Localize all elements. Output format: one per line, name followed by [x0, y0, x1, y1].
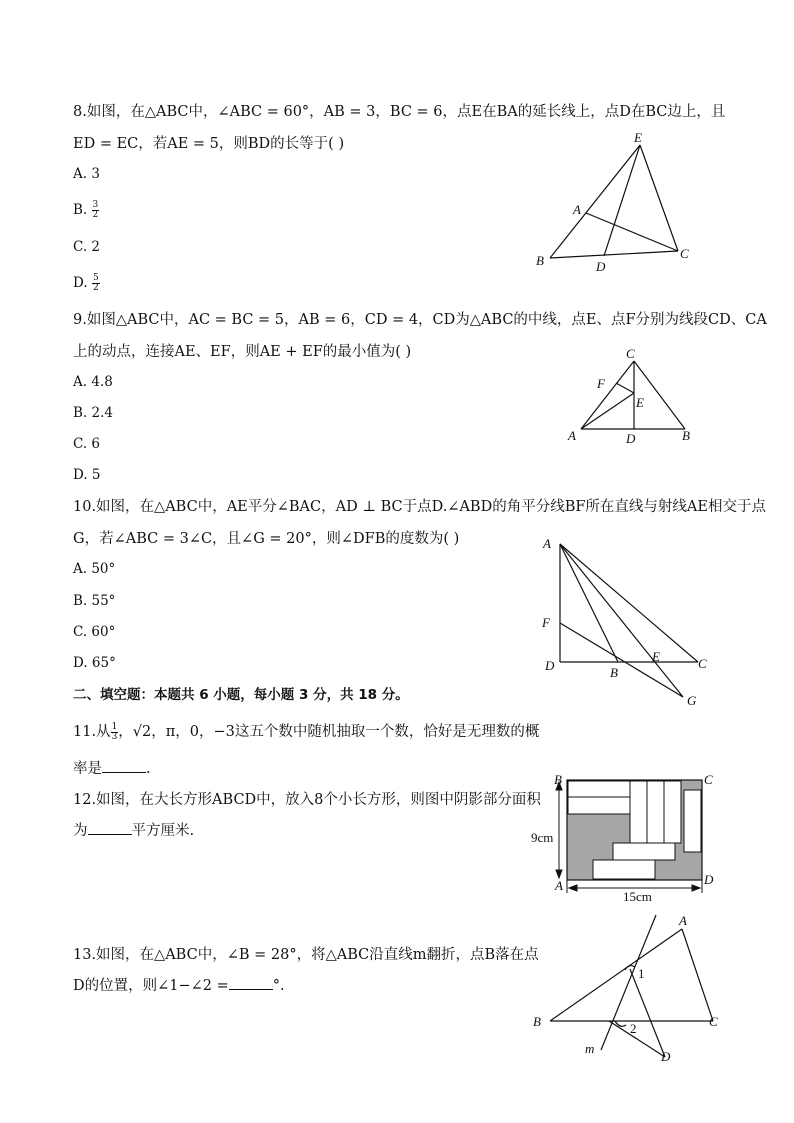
- q8-option-d-fraction: [92, 274, 100, 293]
- q8-option-b: [73, 200, 99, 220]
- q13-line2-prefix: D的位置，则∠1−∠2 =: [73, 978, 229, 994]
- q9-label-e: E: [636, 395, 644, 410]
- q12-label-b: B: [554, 772, 562, 787]
- q9-line-ac: [581, 361, 634, 429]
- q13-answer-blank[interactable]: [229, 975, 273, 990]
- section-fill-in-title: 二、填空题：本题共 6 小题，每小题 3 分，共 18 分。: [73, 687, 409, 703]
- q11-line2-prefix: 率是: [73, 761, 102, 777]
- q8-option-c: C. 2: [73, 239, 101, 255]
- q12-small-rect-1: [568, 781, 630, 797]
- q10-label-a: A: [543, 536, 551, 551]
- q10-option-a: A. 50°: [73, 561, 116, 577]
- q8-line-ed: [604, 145, 640, 256]
- q13-label-m: m: [585, 1041, 595, 1056]
- q13-label-angle-2: 2: [630, 1021, 637, 1036]
- q9-label-a: A: [568, 428, 576, 443]
- q12-label-a: A: [555, 878, 563, 893]
- q12-answer-blank[interactable]: [88, 820, 132, 835]
- q9-option-d: D. 5: [73, 467, 101, 483]
- q8-label-b: B: [536, 253, 544, 268]
- q12-width-arrow-left: [569, 885, 577, 891]
- q8-option-b-num: 3: [92, 200, 99, 210]
- q13-label-d: D: [661, 1049, 671, 1064]
- q10-option-d: D. 65°: [73, 655, 116, 671]
- q10-label-b: B: [610, 665, 618, 680]
- q11-frac-den: 3: [111, 731, 118, 742]
- q11-line2-suffix: .: [146, 761, 151, 777]
- q10-line-ac: [560, 544, 698, 662]
- q10-line-ab: [560, 544, 618, 662]
- q9-label-d: D: [626, 431, 636, 446]
- q10-label-g: G: [687, 693, 697, 708]
- q8-triangle-figure: [520, 125, 700, 275]
- q10-label-c: C: [698, 656, 707, 671]
- q12-width-arrow-right: [692, 885, 700, 891]
- q9-label-c: C: [626, 346, 635, 361]
- q9-line-ef: [616, 383, 634, 393]
- q9-triangle-figure: [560, 343, 710, 448]
- q12-height-arrow-bottom: [556, 870, 562, 878]
- q8-option-d-label: D.: [73, 275, 88, 291]
- q12-small-rect-6: [684, 790, 701, 852]
- q13-label-angle-1: 1: [638, 966, 645, 981]
- q9-option-b: B. 2.4: [73, 405, 113, 421]
- q12-width-label: 15cm: [623, 889, 652, 903]
- q13-line-d-to-bc: [609, 1021, 665, 1057]
- q11-text-line1: [73, 722, 539, 742]
- q9-text-line1: 9.如图△ABC中，AC = BC = 5，AB = 6，CD = 4，CD为△ABC的中线，点E、点F分别为线段CD、CA: [73, 312, 767, 328]
- q11-rest: ，√2，π，0，−3这五个数中随机抽取一个数，恰好是无理数的概: [118, 724, 540, 740]
- q12-height-label: 9cm: [531, 830, 554, 845]
- q8-option-b-label: B.: [73, 202, 88, 218]
- q13-line-ac: [682, 929, 713, 1021]
- q13-line2-suffix: °.: [272, 978, 285, 994]
- q12-label-c: C: [704, 772, 713, 787]
- q13-label-a: A: [679, 913, 687, 928]
- q10-text-line2: G，若∠ABC = 3∠C，且∠G = 20°，则∠DFB的度数为( ): [73, 531, 460, 547]
- q12-label-d: D: [704, 872, 714, 887]
- q8-label-c: C: [680, 246, 689, 261]
- q8-label-e: E: [634, 130, 642, 145]
- q9-line-ae: [581, 393, 634, 429]
- q10-line-ag: [560, 544, 683, 697]
- q8-option-b-den: 2: [92, 210, 99, 220]
- q10-option-b: B. 55°: [73, 593, 116, 609]
- q8-option-d-den: 2: [92, 283, 99, 293]
- q12-small-rect-4: [647, 781, 664, 843]
- q13-fold-figure: [525, 905, 730, 1065]
- q12-small-rect-2: [568, 797, 630, 814]
- q10-triangle-figure: [535, 532, 725, 712]
- q10-label-d: D: [545, 658, 555, 673]
- q12-text-line2: [73, 820, 194, 841]
- q8-label-d: D: [596, 259, 606, 274]
- q8-text-line2: ED = EC，若AE = 5，则BD的长等于( ): [73, 136, 345, 152]
- q10-text-line1: 10.如图，在△ABC中，AE平分∠BAC，AD ⊥ BC于点D.∠ABD的角平分线BF所在直线与射线AE相交于点: [73, 499, 766, 515]
- q8-label-a: A: [573, 202, 581, 217]
- q9-option-a: A. 4.8: [73, 374, 113, 390]
- q13-line-ba: [550, 929, 682, 1021]
- q11-frac-num: 1: [111, 721, 118, 732]
- q11-answer-blank[interactable]: [102, 758, 146, 773]
- q9-text-line2: 上的动点，连接AE、EF，则AE + EF的最小值为( ): [73, 344, 412, 360]
- q8-line-eb: [550, 145, 640, 258]
- q13-text-line2: [73, 975, 285, 996]
- q10-label-e: E: [652, 649, 660, 664]
- q11-text-line2: [73, 758, 151, 779]
- q12-small-rect-8: [593, 860, 655, 879]
- q8-text-line1: 8.如图，在△ABC中，∠ABC = 60°，AB = 3，BC = 6，点E在BA的延长线上，点D在BC边上，且: [73, 104, 726, 120]
- q12-line2-suffix: 平方厘米.: [131, 823, 195, 839]
- q8-line-ac: [586, 213, 678, 251]
- q13-line-fold-to-d: [630, 969, 665, 1057]
- q13-text-line1: 13.如图，在△ABC中，∠B = 28°，将△ABC沿直线m翻折，点B落在点: [73, 947, 539, 963]
- q9-label-f: F: [597, 376, 605, 391]
- q9-option-c: C. 6: [73, 436, 101, 452]
- q8-option-b-fraction: [92, 201, 100, 220]
- q11-prefix: 11.从: [73, 724, 111, 740]
- q8-option-d: [73, 273, 100, 293]
- q13-line-m: [601, 915, 656, 1050]
- q13-label-b: B: [533, 1014, 541, 1029]
- q12-text-line1: 12.如图，在大长方形ABCD中，放入8个小长方形，则图中阴影部分面积: [73, 792, 541, 808]
- q8-option-a: A. 3: [73, 166, 100, 182]
- q12-small-rect-7: [613, 843, 675, 860]
- q8-option-d-num: 5: [92, 273, 99, 283]
- q8-line-bc: [550, 251, 678, 258]
- q12-rectangle-figure: [527, 770, 727, 903]
- q12-line2-prefix: 为: [73, 823, 88, 839]
- q10-option-c: C. 60°: [73, 624, 116, 640]
- q12-small-rect-5: [664, 781, 681, 843]
- q8-line-ec: [640, 145, 678, 251]
- q12-small-rect-3: [630, 781, 647, 843]
- q13-label-c: C: [709, 1014, 718, 1029]
- q9-label-b: B: [682, 428, 690, 443]
- q10-label-f: F: [542, 615, 550, 630]
